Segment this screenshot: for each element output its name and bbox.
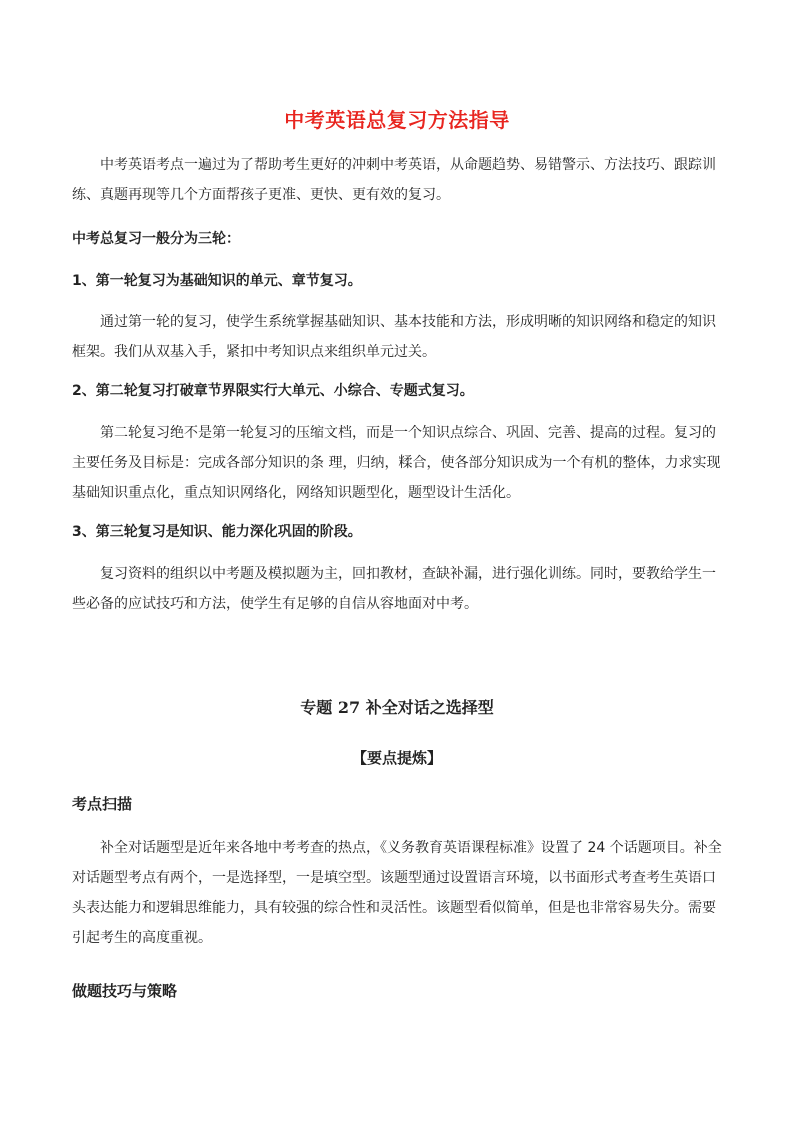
scan-paragraph: 补全对话题型是近年来各地中考考查的热点，《义务教育英语课程标准》设置了 24 个话题项目。补全对话题型考点有两个，一是选择型，一是填空型。该题型通过设置语言环境，以书面形式考查考生英语口头表达能力和逻辑思维能力，具有较强的综合性和灵活性。该题型看似简单，但是也非常容易失分。需要引起考生的高度重视。 bbox=[72, 840, 722, 946]
strategy-heading: 做题技巧与策略 bbox=[72, 982, 178, 1000]
round3-heading: 3、第三轮复习是知识、能力深化巩固的阶段。 bbox=[72, 524, 362, 540]
round1-heading: 1、第一轮复习为基础知识的单元、章节复习。 bbox=[72, 273, 362, 289]
topic-title: 专题 27 补全对话之选择型 bbox=[300, 698, 494, 717]
rounds-heading: 中考总复习一般分为三轮： bbox=[72, 231, 240, 247]
round2-paragraph: 第二轮复习绝不是第一轮复习的压缩文档，而是一个知识点综合、巩固、完善、提高的过程。复习的主要任务及目标是：完成各部分知识的条 理，归纳，糅合，使各部分知识成为一个有机的整体，力求实现基础知识重点化，重点知识网络化，网络知识题型化，题型设计生活化。 bbox=[72, 425, 721, 501]
round3-paragraph: 复习资料的组织以中考题及模拟题为主，回扣教材，查缺补漏，进行强化训练。同时，要教给学生一些必备的应试技巧和方法，使学生有足够的自信从容地面对中考。 bbox=[72, 566, 716, 612]
intro-paragraph: 中考英语考点一遍过为了帮助考生更好的冲刺中考英语，从命题趋势、易错警示、方法技巧、跟踪训练、真题再现等几个方面帮孩子更准、更快、更有效的复习。 bbox=[72, 157, 716, 203]
scan-heading: 考点扫描 bbox=[72, 795, 133, 813]
page-title: 中考英语总复习方法指导 bbox=[284, 108, 510, 132]
round1-paragraph: 通过第一轮的复习，使学生系统掌握基础知识、基本技能和方法，形成明晰的知识网络和稳定的知识框架。我们从双基入手，紧扣中考知识点来组织单元过关。 bbox=[72, 314, 716, 360]
section-tag: 【要点提炼】 bbox=[351, 749, 442, 767]
round2-heading: 2、第二轮复习打破章节界限实行大单元、小综合、专题式复习。 bbox=[72, 383, 474, 399]
